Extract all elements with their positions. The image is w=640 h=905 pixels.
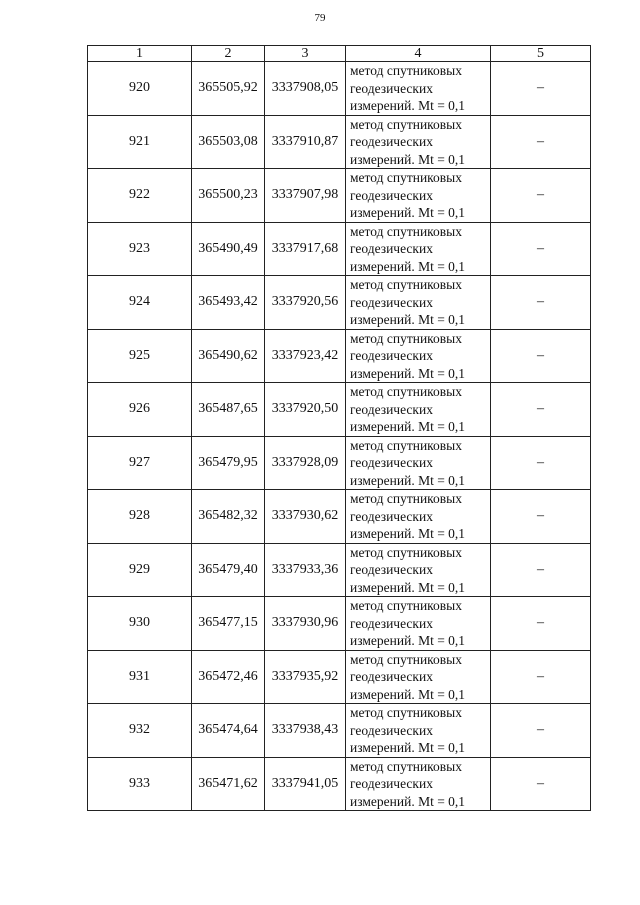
- y-coordinate-cell: 3337930,62: [265, 490, 346, 544]
- method-line: метод спутниковых: [350, 170, 462, 185]
- method-line: измерений. Mt = 0,1: [350, 686, 466, 702]
- method-line: геодезических: [350, 455, 433, 470]
- x-coordinate-cell: 365472,46: [192, 650, 265, 704]
- point-number-cell: 933: [88, 757, 192, 811]
- method-line: геодезических: [350, 776, 433, 791]
- y-coordinate-cell: 3337930,96: [265, 597, 346, 651]
- method-cell: [346, 222, 491, 276]
- method-cell: [346, 650, 491, 704]
- header-col-4: 4: [346, 46, 491, 62]
- table-row: [88, 383, 591, 437]
- method-line: метод спутниковых: [350, 330, 462, 346]
- table-row: [88, 704, 591, 758]
- point-number-cell: 927: [88, 436, 192, 490]
- method-cell: [346, 383, 491, 437]
- table-row: [88, 490, 591, 544]
- method-line: метод спутниковых: [350, 116, 462, 132]
- header-col-3: 3: [265, 46, 346, 62]
- y-coordinate-cell: 3337928,09: [265, 436, 346, 490]
- note-cell: –: [491, 597, 591, 651]
- method-cell: [346, 115, 491, 169]
- x-coordinate-cell: 365482,32: [192, 490, 265, 544]
- y-coordinate-cell: 3337941,05: [265, 757, 346, 811]
- page-number: 79: [314, 12, 326, 24]
- y-coordinate-cell: 3337917,68: [265, 222, 346, 276]
- x-coordinate-cell: 365471,62: [192, 757, 265, 811]
- method-line: измерений. Mt = 0,1: [350, 151, 466, 167]
- point-number-cell: 931: [88, 650, 192, 704]
- method-line: метод спутниковых: [350, 384, 462, 399]
- method-line: измерений. Mt = 0,1: [350, 98, 466, 113]
- x-coordinate-cell: 365490,62: [192, 329, 265, 383]
- method-line: геодезических: [350, 348, 433, 363]
- method-line: измерений. Mt = 0,1: [350, 633, 466, 648]
- table-row: [88, 329, 591, 383]
- x-coordinate-cell: 365490,49: [192, 222, 265, 276]
- method-line: измерений. Mt = 0,1: [350, 526, 466, 541]
- method-line: измерений. Mt = 0,1: [350, 793, 466, 809]
- point-number-cell: 928: [88, 490, 192, 544]
- point-number-cell: 920: [88, 62, 192, 116]
- method-cell: [346, 436, 491, 490]
- method-line: геодезических: [350, 669, 433, 684]
- method-line: измерений. Mt = 0,1: [350, 365, 466, 381]
- method-line: геодезических: [350, 241, 433, 256]
- method-line: метод спутниковых: [350, 758, 462, 774]
- y-coordinate-cell: 3337938,43: [265, 704, 346, 758]
- table-row: [88, 169, 591, 223]
- x-coordinate-cell: 365500,23: [192, 169, 265, 223]
- note-cell: –: [491, 222, 591, 276]
- method-cell: [346, 329, 491, 383]
- method-line: геодезических: [350, 615, 433, 631]
- method-line: геодезических: [350, 562, 433, 577]
- point-number-cell: 932: [88, 704, 192, 758]
- method-line: геодезических: [350, 80, 433, 96]
- method-line: измерений. Mt = 0,1: [350, 312, 466, 327]
- note-cell: –: [491, 436, 591, 490]
- method-line: измерений. Mt = 0,1: [350, 579, 466, 595]
- method-line: метод спутниковых: [350, 223, 462, 239]
- header-row: [88, 46, 591, 62]
- method-line: измерений. Mt = 0,1: [350, 472, 466, 488]
- method-line: геодезических: [350, 722, 433, 738]
- method-cell: [346, 543, 491, 597]
- x-coordinate-cell: 365479,40: [192, 543, 265, 597]
- table-row: [88, 543, 591, 597]
- y-coordinate-cell: 3337935,92: [265, 650, 346, 704]
- y-coordinate-cell: 3337920,50: [265, 383, 346, 437]
- point-number-cell: 924: [88, 276, 192, 330]
- table-row: [88, 436, 591, 490]
- point-number-cell: 930: [88, 597, 192, 651]
- method-cell: [346, 490, 491, 544]
- y-coordinate-cell: 3337933,36: [265, 543, 346, 597]
- method-line: геодезических: [350, 401, 433, 417]
- header-col-5: 5: [491, 46, 591, 62]
- method-line: метод спутниковых: [350, 651, 462, 667]
- note-cell: –: [491, 169, 591, 223]
- x-coordinate-cell: 365505,92: [192, 62, 265, 116]
- x-coordinate-cell: 365487,65: [192, 383, 265, 437]
- method-line: геодезических: [350, 508, 433, 524]
- note-cell: –: [491, 329, 591, 383]
- method-line: измерений. Mt = 0,1: [350, 740, 466, 755]
- table-header: [88, 46, 591, 62]
- x-coordinate-cell: 365479,95: [192, 436, 265, 490]
- note-cell: –: [491, 276, 591, 330]
- table-row: [88, 115, 591, 169]
- method-line: измерений. Mt = 0,1: [350, 205, 466, 220]
- x-coordinate-cell: 365493,42: [192, 276, 265, 330]
- method-line: измерений. Mt = 0,1: [350, 419, 466, 434]
- point-number-cell: 929: [88, 543, 192, 597]
- note-cell: –: [491, 383, 591, 437]
- note-cell: –: [491, 62, 591, 116]
- method-line: метод спутниковых: [350, 63, 462, 78]
- table-row: [88, 650, 591, 704]
- method-cell: [346, 276, 491, 330]
- table-row: [88, 62, 591, 116]
- table-row: [88, 222, 591, 276]
- method-line: метод спутниковых: [350, 598, 462, 613]
- table-body: [88, 62, 591, 811]
- x-coordinate-cell: 365474,64: [192, 704, 265, 758]
- method-line: геодезических: [350, 294, 433, 310]
- point-number-cell: 923: [88, 222, 192, 276]
- y-coordinate-cell: 3337920,56: [265, 276, 346, 330]
- method-line: метод спутниковых: [350, 544, 462, 560]
- x-coordinate-cell: 365477,15: [192, 597, 265, 651]
- point-number-cell: 921: [88, 115, 192, 169]
- method-cell: [346, 62, 491, 116]
- y-coordinate-cell: 3337923,42: [265, 329, 346, 383]
- method-cell: [346, 704, 491, 758]
- note-cell: –: [491, 543, 591, 597]
- method-line: измерений. Mt = 0,1: [350, 258, 466, 274]
- method-cell: [346, 169, 491, 223]
- point-number-cell: 922: [88, 169, 192, 223]
- table-row: [88, 597, 591, 651]
- coordinates-table: [87, 45, 591, 811]
- y-coordinate-cell: 3337907,98: [265, 169, 346, 223]
- x-coordinate-cell: 365503,08: [192, 115, 265, 169]
- method-line: метод спутниковых: [350, 277, 462, 292]
- y-coordinate-cell: 3337910,87: [265, 115, 346, 169]
- method-line: геодезических: [350, 187, 433, 203]
- method-line: метод спутниковых: [350, 437, 462, 453]
- point-number-cell: 925: [88, 329, 192, 383]
- note-cell: –: [491, 704, 591, 758]
- note-cell: –: [491, 115, 591, 169]
- method-line: геодезических: [350, 134, 433, 149]
- method-line: метод спутниковых: [350, 491, 462, 506]
- header-col-1: 1: [88, 46, 192, 62]
- header-col-2: 2: [192, 46, 265, 62]
- table-row: [88, 757, 591, 811]
- note-cell: –: [491, 757, 591, 811]
- table-row: [88, 276, 591, 330]
- method-cell: [346, 597, 491, 651]
- note-cell: –: [491, 650, 591, 704]
- y-coordinate-cell: 3337908,05: [265, 62, 346, 116]
- method-cell: [346, 757, 491, 811]
- note-cell: –: [491, 490, 591, 544]
- point-number-cell: 926: [88, 383, 192, 437]
- method-line: метод спутниковых: [350, 705, 462, 720]
